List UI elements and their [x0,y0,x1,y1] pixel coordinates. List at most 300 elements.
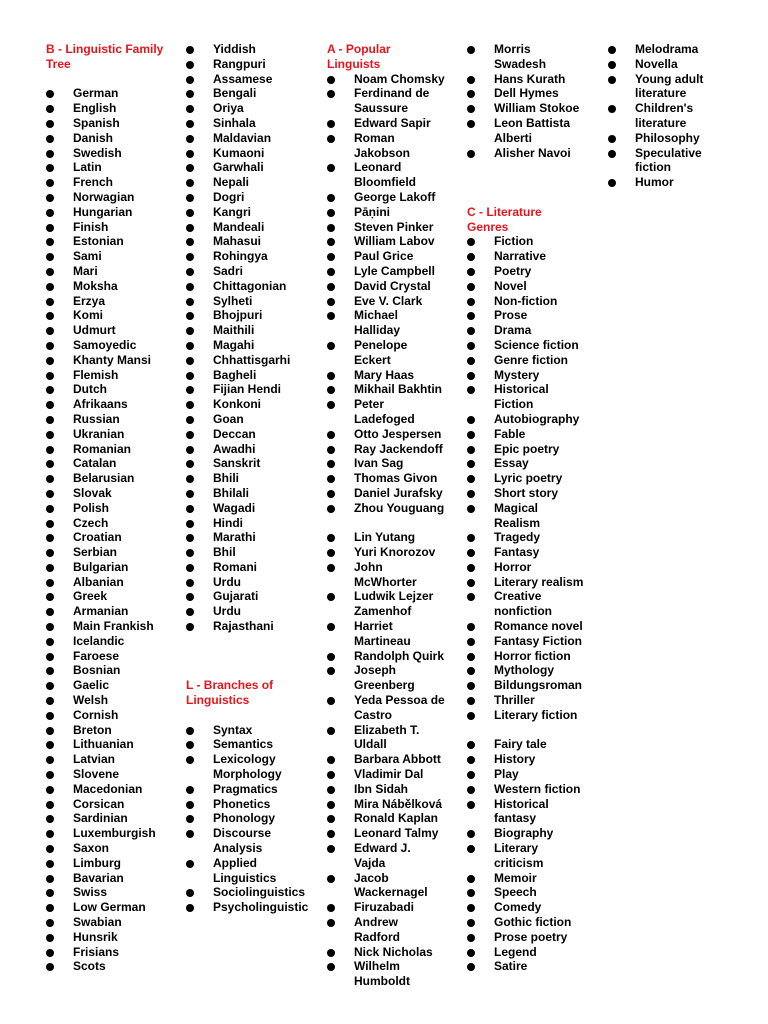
list-item [327,560,445,590]
item-text: Zamenhof [354,604,412,619]
bullet-icon [327,593,335,601]
list-item [186,279,304,294]
bullet-icon [186,312,194,320]
item-text: Humor [635,175,674,190]
bullet-icon [327,801,335,809]
bullet-icon [46,889,54,897]
item-text: Finish [73,219,109,234]
bullet-icon [186,357,194,365]
bullet-icon [186,224,194,232]
item-text: Polish [73,500,110,515]
item-text: Hungarian [73,204,133,219]
bullet-icon [327,564,335,572]
list-item [327,797,445,812]
item-text: Sociolinguistics [213,885,306,900]
spacer [467,190,585,205]
list-item [467,767,585,782]
bullet-icon [327,786,335,794]
bullet-icon [46,934,54,942]
list-item [46,589,166,604]
list-item [186,338,304,353]
bullet-icon [327,667,335,675]
item-text: John [354,559,383,574]
item-text: Greek [73,589,108,604]
bullet-icon [46,667,54,675]
item-text: Main Frankish [73,619,154,634]
list-item [467,368,585,383]
bullet-icon [327,490,335,498]
item-text: Faroese [73,648,120,663]
bullet-icon [327,505,335,513]
list-item [327,589,445,619]
item-text: Daniel Jurafsky [354,485,443,500]
list-item [186,589,304,604]
list-item [467,249,585,264]
item-text: Ibn Sidah [354,781,408,796]
list-item [46,368,166,383]
heading-line: C - Literature Genres [467,204,542,234]
bullet-icon [467,801,475,809]
item-text: Jacob [354,870,389,885]
item-text: Spanish [73,115,120,130]
item-text: Slovak [73,485,112,500]
list-item [467,649,585,664]
bullet-icon [467,534,475,542]
list-item [467,308,585,323]
bullet-icon [186,623,194,631]
list-item [46,190,166,205]
column-2 [186,42,309,915]
bullet-icon [467,46,475,54]
item-text: Edward J. Vajda [354,841,411,870]
list-item [327,693,445,723]
list-item [186,116,304,131]
column-5 [608,42,736,190]
bullet-icon [46,756,54,764]
item-text: Greenberg [354,678,415,693]
item-text: Literary fiction [494,707,578,722]
list-item [467,486,585,501]
item-text: Michael [354,308,399,323]
item-text: Estonian [73,234,124,249]
bullet-icon [467,549,475,557]
item-text: Bagheli [213,367,257,382]
bullet-icon [467,904,475,912]
list-item [327,397,445,427]
spacer [186,634,304,649]
list-item [467,101,585,116]
list-item [186,175,304,190]
item-text: Dutch [73,382,107,397]
list-item [327,264,445,279]
list-item [327,382,445,397]
list-item [186,782,304,797]
bullet-icon [46,638,54,646]
list-item [46,397,166,412]
list-item [186,560,304,575]
item-text: Semantics [213,737,274,752]
list-item [327,841,445,871]
item-text: Frisians [73,944,120,959]
item-text: Flemish [73,367,119,382]
item-text: Nick Nicholas [354,944,433,959]
bullet-icon [467,431,475,439]
bullet-icon [327,76,335,84]
item-text: Harriet [354,619,393,634]
item-text: Sinhala [213,115,256,130]
bullet-icon [327,727,335,735]
bullet-icon [327,815,335,823]
list-item [186,530,304,545]
bullet-icon [186,505,194,513]
item-text: Barbara Abbott [354,752,441,767]
item-text: Syntax [213,722,253,737]
bullet-icon [467,357,475,365]
bullet-icon [467,712,475,720]
list-item [467,752,585,767]
item-text: Swedish [73,145,122,160]
list-item [327,249,445,264]
bullet-icon [467,564,475,572]
list-item [46,930,166,945]
bullet-icon [186,164,194,172]
list-item [46,826,166,841]
item-text: Goan [213,411,244,426]
item-text: Catalan [73,456,117,471]
list-item [467,279,585,294]
item-text: Fable [494,426,526,441]
section-heading [467,204,585,234]
item-text: fiction [635,160,671,175]
list-item [467,42,585,72]
item-text: Tragedy [494,530,541,545]
bullet-icon [46,771,54,779]
item-text: Urdu [213,574,241,589]
item-text: Bosnian [73,663,121,678]
bullet-icon [46,401,54,409]
list-item [327,752,445,767]
bullet-icon [46,608,54,616]
list-item [186,752,304,782]
list-item [327,501,445,516]
list-item [46,856,166,871]
item-text: Welsh [73,693,109,708]
item-text: Creative [494,589,542,604]
item-text: Drama [494,323,532,338]
bullet-icon [46,505,54,513]
bullet-icon [327,446,335,454]
list-item [186,811,304,826]
item-text: Radford [354,929,400,944]
bullet-icon [608,46,616,54]
item-text: Low German [73,900,146,915]
list-item [186,442,304,457]
item-text: Psycholinguistic [213,900,309,915]
list-item [467,619,585,634]
list-item [608,57,736,72]
list-item [46,797,166,812]
bullet-icon [46,653,54,661]
bullet-icon [327,135,335,143]
bullet-icon [46,697,54,705]
item-text: Western fiction [494,781,581,796]
item-text: Swabian [73,915,122,930]
item-text: Pāṇini [354,204,391,219]
bullet-icon [46,105,54,113]
item-text: Discourse [213,826,272,841]
bullet-icon [467,889,475,897]
list-item [186,294,304,309]
bullet-icon [46,209,54,217]
item-text: Literary [494,841,539,856]
bullet-icon [327,268,335,276]
item-text: Bhilali [213,485,250,500]
list-item [46,945,166,960]
bullet-icon [467,653,475,661]
bullet-icon [327,253,335,261]
item-text: Young adult [635,71,704,86]
list-item [46,456,166,471]
spacer [327,516,445,531]
item-text: Otto Jespersen [354,426,442,441]
item-text: Phonetics [213,796,271,811]
list-item [327,368,445,383]
item-text: literature [635,86,687,101]
item-text: Lyric poetry [494,471,563,486]
bullet-icon [327,431,335,439]
item-text: Udmurt [73,323,116,338]
item-text: Afrikaans [73,397,128,412]
bullet-icon [186,386,194,394]
item-text: Romanian [73,441,132,456]
list-item [186,604,304,619]
bullet-icon [186,76,194,84]
item-text: Genre fiction [494,352,569,367]
list-item [46,811,166,826]
bullet-icon [327,697,335,705]
list-item [467,471,585,486]
list-item [327,530,445,545]
list-item [46,146,166,161]
bullet-icon [46,682,54,690]
bullet-icon [46,830,54,838]
bullet-icon [46,815,54,823]
bullet-icon [608,61,616,69]
item-text: literature [635,115,687,130]
list-item [186,885,304,900]
item-text: Paul Grice [354,249,414,264]
list-item [327,826,445,841]
heading-line: L - Branches of [186,678,274,693]
item-text: Eckert [354,352,391,367]
item-text: Kangri [213,204,252,219]
list-item [327,871,445,901]
bullet-icon [467,934,475,942]
spacer [467,175,585,190]
item-text: Mari [73,263,98,278]
bullet-icon [46,446,54,454]
item-text: Oriya [213,101,244,116]
item-text: Fiction [494,397,534,412]
list-item [467,427,585,442]
list-item [467,323,585,338]
item-text: Serbian [73,545,118,560]
item-text: English [73,101,117,116]
section-heading [186,678,304,708]
item-text: Marathi [213,530,256,545]
item-text: History [494,752,536,767]
list-item [327,782,445,797]
list-item [46,575,166,590]
item-text: Kumaoni [213,145,265,160]
list-item [46,915,166,930]
column-1 [46,42,166,974]
column-3 [327,42,445,989]
bullet-icon [186,238,194,246]
item-text: Swadesh [494,56,547,71]
item-text: Narrative [494,249,547,264]
item-text: Sami [73,249,102,264]
list-item [186,220,304,235]
bullet-icon [467,771,475,779]
bullet-icon [186,786,194,794]
item-text: Lin Yutang [354,530,416,545]
bullet-icon [467,786,475,794]
item-text: Gujarati [213,589,259,604]
list-item [186,86,304,101]
bullet-icon [327,312,335,320]
list-item [327,72,445,87]
bullet-icon [46,342,54,350]
list-item [46,382,166,397]
bullet-icon [327,283,335,291]
bullet-icon [186,327,194,335]
item-text: Icelandic [73,633,125,648]
list-item [46,116,166,131]
list-item [186,826,304,856]
item-text: Konkoni [213,397,261,412]
bullet-icon [46,150,54,158]
item-text: Steven Pinker [354,219,434,234]
item-text: Corsican [73,796,125,811]
item-text: Dell Hymes [494,86,559,101]
item-text: Alberti [494,130,533,145]
bullet-icon [467,416,475,424]
list-item [186,72,304,87]
list-item [46,249,166,264]
list-item [467,930,585,945]
bullet-icon [327,401,335,409]
list-item [186,486,304,501]
bullet-icon [46,224,54,232]
list-item [327,456,445,471]
list-item [46,160,166,175]
item-text: Sardinian [73,811,128,826]
item-text: Peter [354,397,385,412]
bullet-icon [46,475,54,483]
bullet-icon [327,224,335,232]
list-item [467,841,585,871]
item-text: Croatian [73,530,122,545]
bullet-icon [608,76,616,84]
list-item [46,959,166,974]
list-item [467,885,585,900]
list-item [467,294,585,309]
bullet-icon [327,919,335,927]
list-item [46,101,166,116]
list-item [467,915,585,930]
bullet-icon [186,889,194,897]
list-item [46,841,166,856]
heading-line: A - Popular Linguists [327,42,391,71]
item-text: Applied [213,855,257,870]
item-text: Fairy tale [494,737,547,752]
bullet-icon [46,564,54,572]
item-text: Sanskrit [213,456,261,471]
list-item [467,86,585,101]
item-text: Komi [73,308,103,323]
list-item [46,752,166,767]
list-item [467,708,585,723]
bullet-icon [186,401,194,409]
bullet-icon [467,150,475,158]
item-text: Yuri Knorozov [354,545,436,560]
list-item [327,545,445,560]
section-heading [327,42,445,71]
item-text: Bulgarian [73,559,129,574]
list-item [186,516,304,531]
bullet-icon [46,549,54,557]
section-heading [46,42,166,72]
item-text: fantasy [494,811,537,826]
list-item [186,471,304,486]
item-text: Latin [73,160,102,175]
bullet-icon [467,327,475,335]
item-text: Satire [494,959,528,974]
list-item [186,249,304,264]
list-item [46,427,166,442]
item-text: Wackernagel [354,885,428,900]
item-text: Sadri [213,263,244,278]
item-text: Children's [635,101,694,116]
item-text: Zhou Youguang [354,500,445,515]
list-item [46,516,166,531]
bullet-icon [186,830,194,838]
list-item [186,737,304,752]
list-item [186,234,304,249]
bullet-icon [467,238,475,246]
item-text: Breton [73,722,112,737]
list-item [467,116,585,146]
list-item [186,205,304,220]
bullet-icon [46,253,54,261]
list-item [327,959,445,989]
item-text: Humboldt [354,974,410,989]
list-item [327,116,445,131]
list-item [46,782,166,797]
bullet-icon [327,164,335,172]
list-item [467,412,585,427]
list-item [46,604,166,619]
item-text: Leon Battista [494,115,571,130]
bullet-icon [327,238,335,246]
list-item [608,131,736,146]
bullet-icon [46,845,54,853]
bullet-icon [467,120,475,128]
list-item [186,427,304,442]
bullet-icon [327,623,335,631]
item-text: Lexicology [213,752,276,767]
